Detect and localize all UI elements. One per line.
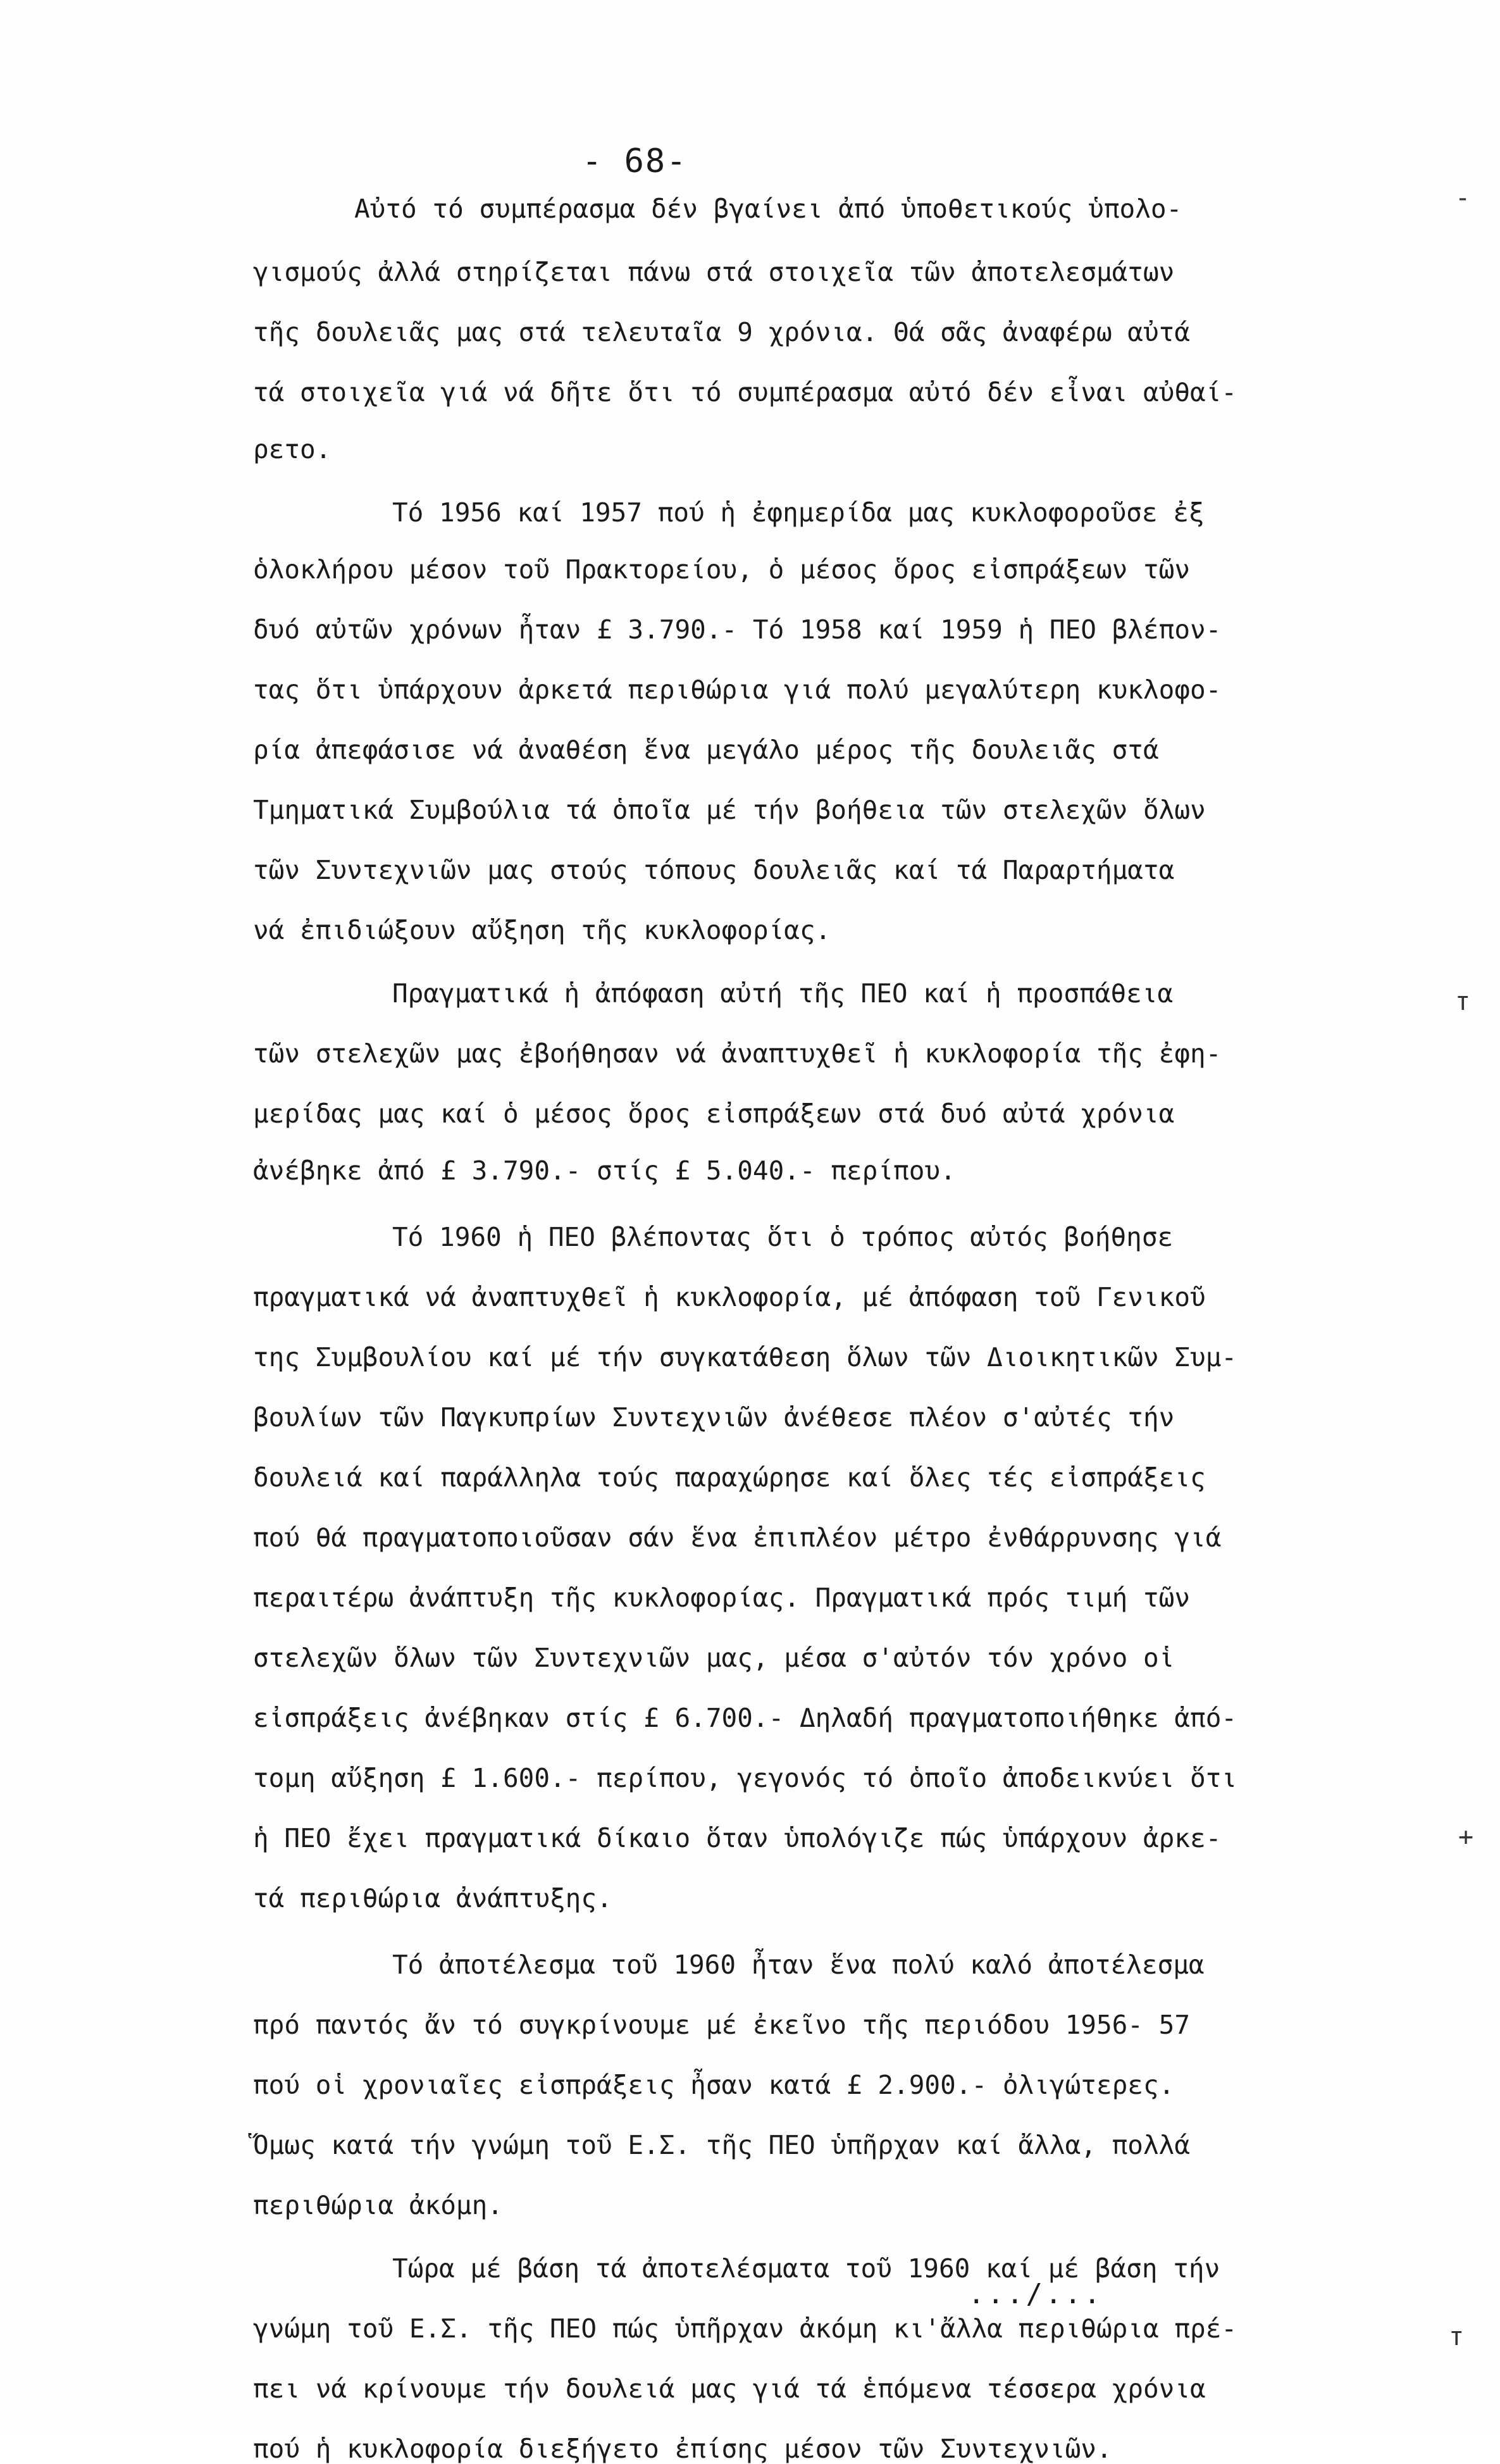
page-number: - 68-	[582, 142, 688, 180]
text-line: Αὐτό τό συμπέρασμα δέν βγαίνει ἀπό ὑποθετικούς ὑπολο-	[354, 194, 1182, 224]
text-line: Πραγματικά ἡ ἀπόφαση αὐτή τῆς ΠΕΟ καί ἡ προσπάθεια	[392, 978, 1174, 1009]
text-line: τά στοιχεῖα γιά νά δῆτε ὅτι τό συμπέρασμα αὐτό δέν εἶναι αὐθαί-	[253, 377, 1237, 408]
text-line: ρετο.	[253, 434, 332, 464]
text-line: πού θά πραγματοποιοῦσαν σάν ἕνα ἐπιπλέον μέτρο ἐνθάρρυνσης γιά	[253, 1522, 1222, 1553]
text-line: ρία ἀπεφάσισε νά ἀναθέση ἕνα μεγάλο μέρος τῆς δουλειᾶς στά	[253, 735, 1159, 765]
text-line: τας ὅτι ὑπάρχουν ἀρκετά περιθώρια γιά πολύ μεγαλύτερη κυκλοφο-	[253, 675, 1222, 705]
text-line: νά ἐπιδιώξουν αὔξηση τῆς κυκλοφορίας.	[253, 915, 831, 945]
text-line: τῶν Συντεχνιῶν μας στούς τόπους δουλειᾶς καί τά Παραρτήματα	[253, 855, 1175, 885]
text-line: στελεχῶν ὅλων τῶν Συντεχνιῶν μας, μέσα σ'αὐτόν τόν χρόνο οἱ	[253, 1643, 1175, 1673]
text-line: μερίδας μας καί ὁ μέσος ὅρος εἰσπράξεων στά δυό αὐτά χρόνια	[253, 1098, 1175, 1129]
text-line: περιθώρια ἀκόμη.	[253, 2190, 503, 2220]
text-line: ἀνέβηκε ἀπό £ 3.790.- στίς £ 5.040.- περίπου.	[253, 1155, 956, 1186]
text-line: πραγματικά νά ἀναπτυχθεῖ ἡ κυκλοφορία, μέ ἀπόφαση τοῦ Γενικοῦ	[253, 1282, 1206, 1312]
text-line: βουλίων τῶν Παγκυπρίων Συντεχνιῶν ἀνέθεσε πλέον σ'αὐτές τήν	[253, 1402, 1175, 1433]
text-line: πει νά κρίνουμε τήν δουλειά μας γιά τά ἑπόμενα τέσσερα χρόνια	[253, 2374, 1206, 2404]
scan-speck: +	[1458, 1822, 1474, 1851]
text-line: Τό 1956 καί 1957 πού ἡ ἐφημερίδα μας κυκλοφοροῦσε ἐξ	[392, 497, 1205, 528]
text-line: τῆς δουλειᾶς μας στά τελευταῖα 9 χρόνια. Θά σᾶς ἀναφέρω αὐτά	[253, 317, 1191, 347]
scan-speck: -	[1455, 184, 1471, 213]
text-line: πού οἱ χρονιαῖες εἰσπράξεις ἦσαν κατά £ 2.900.- ὀλιγώτερες.	[253, 2070, 1175, 2100]
text-line: γισμούς ἀλλά στηρίζεται πάνω στά στοιχεῖα τῶν ἀποτελεσμάτων	[253, 257, 1175, 287]
scan-speck: т	[1455, 987, 1471, 1016]
text-line: εἰσπράξεις ἀνέβηκαν στίς £ 6.700.- Δηλαδή πραγματοποιήθηκε ἀπό-	[253, 1703, 1237, 1733]
text-line: Ὅμως κατά τήν γνώμη τοῦ Ε.Σ. τῆς ΠΕΟ ὑπῆρχαν καί ἄλλα, πολλά	[253, 2130, 1191, 2160]
text-line: ὁλοκλήρου μέσον τοῦ Πρακτορείου, ὁ μέσος ὅρος εἰσπράξεων τῶν	[253, 554, 1191, 585]
text-line: ἡ ΠΕΟ ἔχει πραγματικά δίκαιο ὅταν ὑπολόγιζε πώς ὑπάρχουν ἀρκε-	[253, 1823, 1222, 1853]
text-line: τομη αὔξηση £ 1.600.- περίπου, γεγονός τό ὁποῖο ἀποδεικνύει ὅτι	[253, 1763, 1237, 1793]
text-line: Τό 1960 ἡ ΠΕΟ βλέποντας ὅτι ὁ τρόπος αὐτός βοήθησε	[392, 1222, 1174, 1252]
text-line: της Συμβουλίου καί μέ τήν συγκατάθεση ὅλων τῶν Διοικητικῶν Συμ-	[253, 1342, 1237, 1372]
text-line: τά περιθώρια ἀνάπτυξης.	[253, 1883, 612, 1913]
text-line: Τώρα μέ βάση τά ἀποτελέσματα τοῦ 1960 καί μέ βάση τήν	[392, 2253, 1220, 2284]
text-line: Τό ἀποτέλεσμα τοῦ 1960 ἦταν ἕνα πολύ καλό ἀποτέλεσμα	[392, 1950, 1205, 1980]
text-line: δουλειά καί παράλληλα τούς παραχώρησε καί ὅλες τές εἰσπράξεις	[253, 1462, 1206, 1493]
continuation-mark: .../...	[968, 2278, 1103, 2310]
scan-speck: т	[1449, 2322, 1465, 2351]
text-line: δυό αὐτῶν χρόνων ἦταν £ 3.790.- Τό 1958 καί 1959 ἡ ΠΕΟ βλέπον-	[253, 614, 1222, 645]
text-line: τῶν στελεχῶν μας ἐβοήθησαν νά ἀναπτυχθεῖ ἡ κυκλοφορία τῆς ἐφη-	[253, 1038, 1222, 1069]
text-line: Τμηματικά Συμβούλια τά ὁποῖα μέ τήν βοήθεια τῶν στελεχῶν ὅλων	[253, 795, 1206, 825]
text-line: περαιτέρω ἀνάπτυξη τῆς κυκλοφορίας. Πραγματικά πρός τιμή τῶν	[253, 1583, 1191, 1613]
text-line: πού ἡ κυκλοφορία διεξήγετο ἐπίσης μέσον τῶν Συντεχνιῶν.	[253, 2434, 1112, 2464]
text-line: γνώμη τοῦ Ε.Σ. τῆς ΠΕΟ πώς ὑπῆρχαν ἀκόμη κι'ἄλλα περιθώρια πρέ-	[253, 2313, 1237, 2344]
text-line: πρό παντός ἄν τό συγκρίνουμε μέ ἐκεῖνο τῆς περιόδου 1956- 57	[253, 2010, 1191, 2040]
